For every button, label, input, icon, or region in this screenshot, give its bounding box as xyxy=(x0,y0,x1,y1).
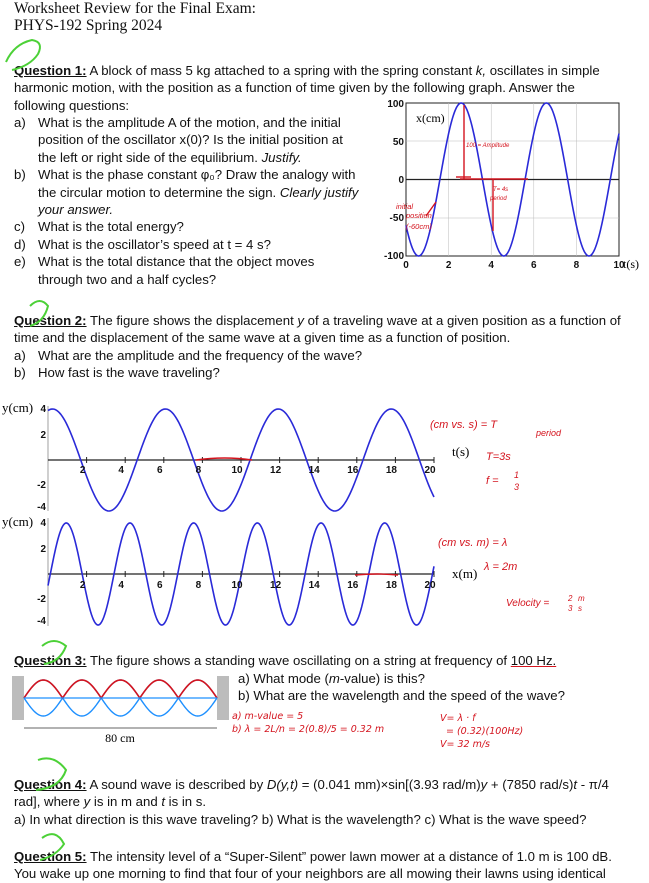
x-tick: 2 xyxy=(445,260,452,271)
x-tick: 10 xyxy=(231,580,243,591)
y-tick: -100 xyxy=(383,251,404,262)
svg-text:2: 2 xyxy=(40,544,46,555)
q1-part-e: e) What is the total distance that the object moves through two and a half cycles? xyxy=(14,254,315,287)
q2-annotations xyxy=(196,458,398,575)
svg-text:T=3s: T=3s xyxy=(486,451,511,463)
g2-ylabel: y(cm) xyxy=(2,514,34,529)
svg-text:-4: -4 xyxy=(37,502,46,513)
x-tick: 18 xyxy=(385,580,397,591)
q1-part-d: d) What is the oscillator’s speed at t = 4 s? xyxy=(14,236,271,252)
x-tick: 12 xyxy=(270,465,282,476)
svg-text:4: 4 xyxy=(40,404,46,415)
q2-part-b: b) How fast is the wave traveling? xyxy=(14,365,220,381)
q1-label: Question 1: xyxy=(14,63,87,78)
y-tick: 0 xyxy=(398,175,404,186)
svg-text:-2: -2 xyxy=(37,594,46,605)
q3-parts: a) What mode (m-value) is this? b) What are the wavelength and the speed of the wave? xyxy=(238,671,565,704)
x-tick: 4 xyxy=(118,580,124,591)
q1-part-b: b) What is the phase constant φ₀? Draw the analogy with the circular motion to determine the sign. Clearly justify your answer. xyxy=(14,167,359,218)
x-tick: 20 xyxy=(424,580,436,591)
q3-annotations: a) m-value = 5 b) λ = 2L/n = 2(0.8)/5 = 0.32 m xyxy=(232,711,385,735)
x-tick: 8 xyxy=(573,260,580,271)
svg-text:Velocity =: Velocity = xyxy=(506,598,550,609)
svg-text:m: m xyxy=(578,594,585,603)
q1-part-a: a) What is the amplitude A of the motion, and the initial position of the oscillator x(0)? Is the initial position at the left or right side of the equilibrium. Justify. xyxy=(14,115,343,165)
svg-text:2: 2 xyxy=(568,594,573,603)
q4-text: Question 4: A sound wave is described by D(y,t) = (0.041 mm)×sin[(3.93 rad/m)y + (7850 rad/s)t - π/4 rad], where y is in m and t is in s. a) In what direction is this wave traveling? b) What is the wavelength? c) What is the wave speed? xyxy=(14,777,609,827)
x-tick: 4 xyxy=(488,260,494,271)
left-wall xyxy=(12,676,24,720)
y-tick: 50 xyxy=(392,137,404,148)
x-tick: 20 xyxy=(424,465,436,476)
x-tick: 6 xyxy=(157,580,163,591)
x-tick: 16 xyxy=(347,465,359,476)
x-tick: 14 xyxy=(308,580,320,591)
svg-text:λ = 2m: λ = 2m xyxy=(484,561,518,573)
q3-standing-wave-figure xyxy=(8,672,233,744)
x-tick: 0 xyxy=(403,260,409,271)
svg-text:4: 4 xyxy=(40,518,46,529)
q3-intro: Question 3: The figure shows a standing wave oscillating on a string at frequency of 100 Hz. xyxy=(14,653,557,668)
y-tick: 100 xyxy=(387,99,404,110)
x-axis-label: t(s) xyxy=(623,257,639,271)
q2-wave-graphs xyxy=(0,398,649,630)
svg-text:period: period xyxy=(536,428,562,438)
q2-label: Question 2: xyxy=(14,313,87,328)
g1-xlabel: t(s) xyxy=(452,444,470,459)
svg-text:3: 3 xyxy=(568,604,573,613)
q1-position-graph xyxy=(376,96,646,276)
q3-label: Question 3: xyxy=(14,653,87,668)
q4-label: Question 4: xyxy=(14,777,87,792)
svg-text:3: 3 xyxy=(514,482,520,492)
q5-label: Question 5: xyxy=(14,849,87,864)
q2-intro: Question 2: The figure shows the displacement y of a traveling wave at a given position as a function of time and the displacement of the same wave at a given time as a function of position. a) What are the amplitude and the frequency of the wave? b) How fast is the wave traveling? xyxy=(14,312,639,382)
y-tick: -50 xyxy=(389,213,404,224)
q1-part-c: c) What is the total energy? xyxy=(14,219,184,235)
svg-text:-2: -2 xyxy=(37,480,46,491)
q5-text: Question 5: The intensity level of a “Super-Silent” power lawn mower at a distance of 1.0 m is 100 dB. You wake up one morning to find that four of your neighbors are all mowing their lawns using identical xyxy=(14,849,612,882)
svg-text:-4: -4 xyxy=(37,616,46,627)
x-tick: 8 xyxy=(195,465,202,476)
svg-text:2: 2 xyxy=(40,430,46,441)
x-tick: 12 xyxy=(270,580,282,591)
svg-text:position: position xyxy=(406,211,432,220)
x-tick: 16 xyxy=(347,580,359,591)
x-tick: 18 xyxy=(385,465,397,476)
svg-text:initial: initial xyxy=(396,202,414,211)
string-length: 80 cm xyxy=(105,731,135,744)
x-tick: 2 xyxy=(79,580,86,591)
x-tick: 8 xyxy=(195,580,202,591)
right-wall xyxy=(217,676,229,720)
svg-text:(cm vs. s) = T: (cm vs. s) = T xyxy=(430,419,497,431)
course-title: PHYS-192 Spring 2024 xyxy=(14,17,163,34)
q3-speed-work: V= λ · f = (0.32)(100Hz) V= 32 m/s xyxy=(440,713,524,750)
svg-text:period: period xyxy=(490,196,507,202)
svg-text:f =: f = xyxy=(486,475,499,487)
x-tick: 6 xyxy=(531,260,537,271)
svg-text:100 = Amplitude: 100 = Amplitude xyxy=(466,143,510,149)
svg-text:(-60cm): (-60cm) xyxy=(406,222,432,231)
q2-part-a: a) What are the amplitude and the frequency of the wave? xyxy=(14,347,363,363)
x-tick: 10 xyxy=(613,260,625,271)
x-tick: 14 xyxy=(308,465,320,476)
svg-text:1: 1 xyxy=(514,470,520,480)
g2-xlabel: x(m) xyxy=(452,566,478,581)
x-tick: 6 xyxy=(157,465,163,476)
worksheet-title: Worksheet Review for the Final Exam: xyxy=(14,0,256,17)
svg-text:T= 4s: T= 4s xyxy=(493,187,509,193)
svg-text:s: s xyxy=(578,604,582,613)
x-tick: 10 xyxy=(231,465,243,476)
x-tick: 4 xyxy=(118,465,124,476)
svg-text:(cm vs. m) = λ: (cm vs. m) = λ xyxy=(438,537,508,549)
q1-subquestions xyxy=(14,114,384,288)
x-tick: 2 xyxy=(79,465,86,476)
g1-ylabel: y(cm) xyxy=(2,400,34,415)
y-axis-label: x(cm) xyxy=(416,111,445,125)
q1-intro: Question 1: A block of mass 5 kg attached to a spring with the spring constant k, oscillates in simple harmonic motion, with the position as a function of time given by the following graph. Answer the following questions: xyxy=(14,63,600,113)
